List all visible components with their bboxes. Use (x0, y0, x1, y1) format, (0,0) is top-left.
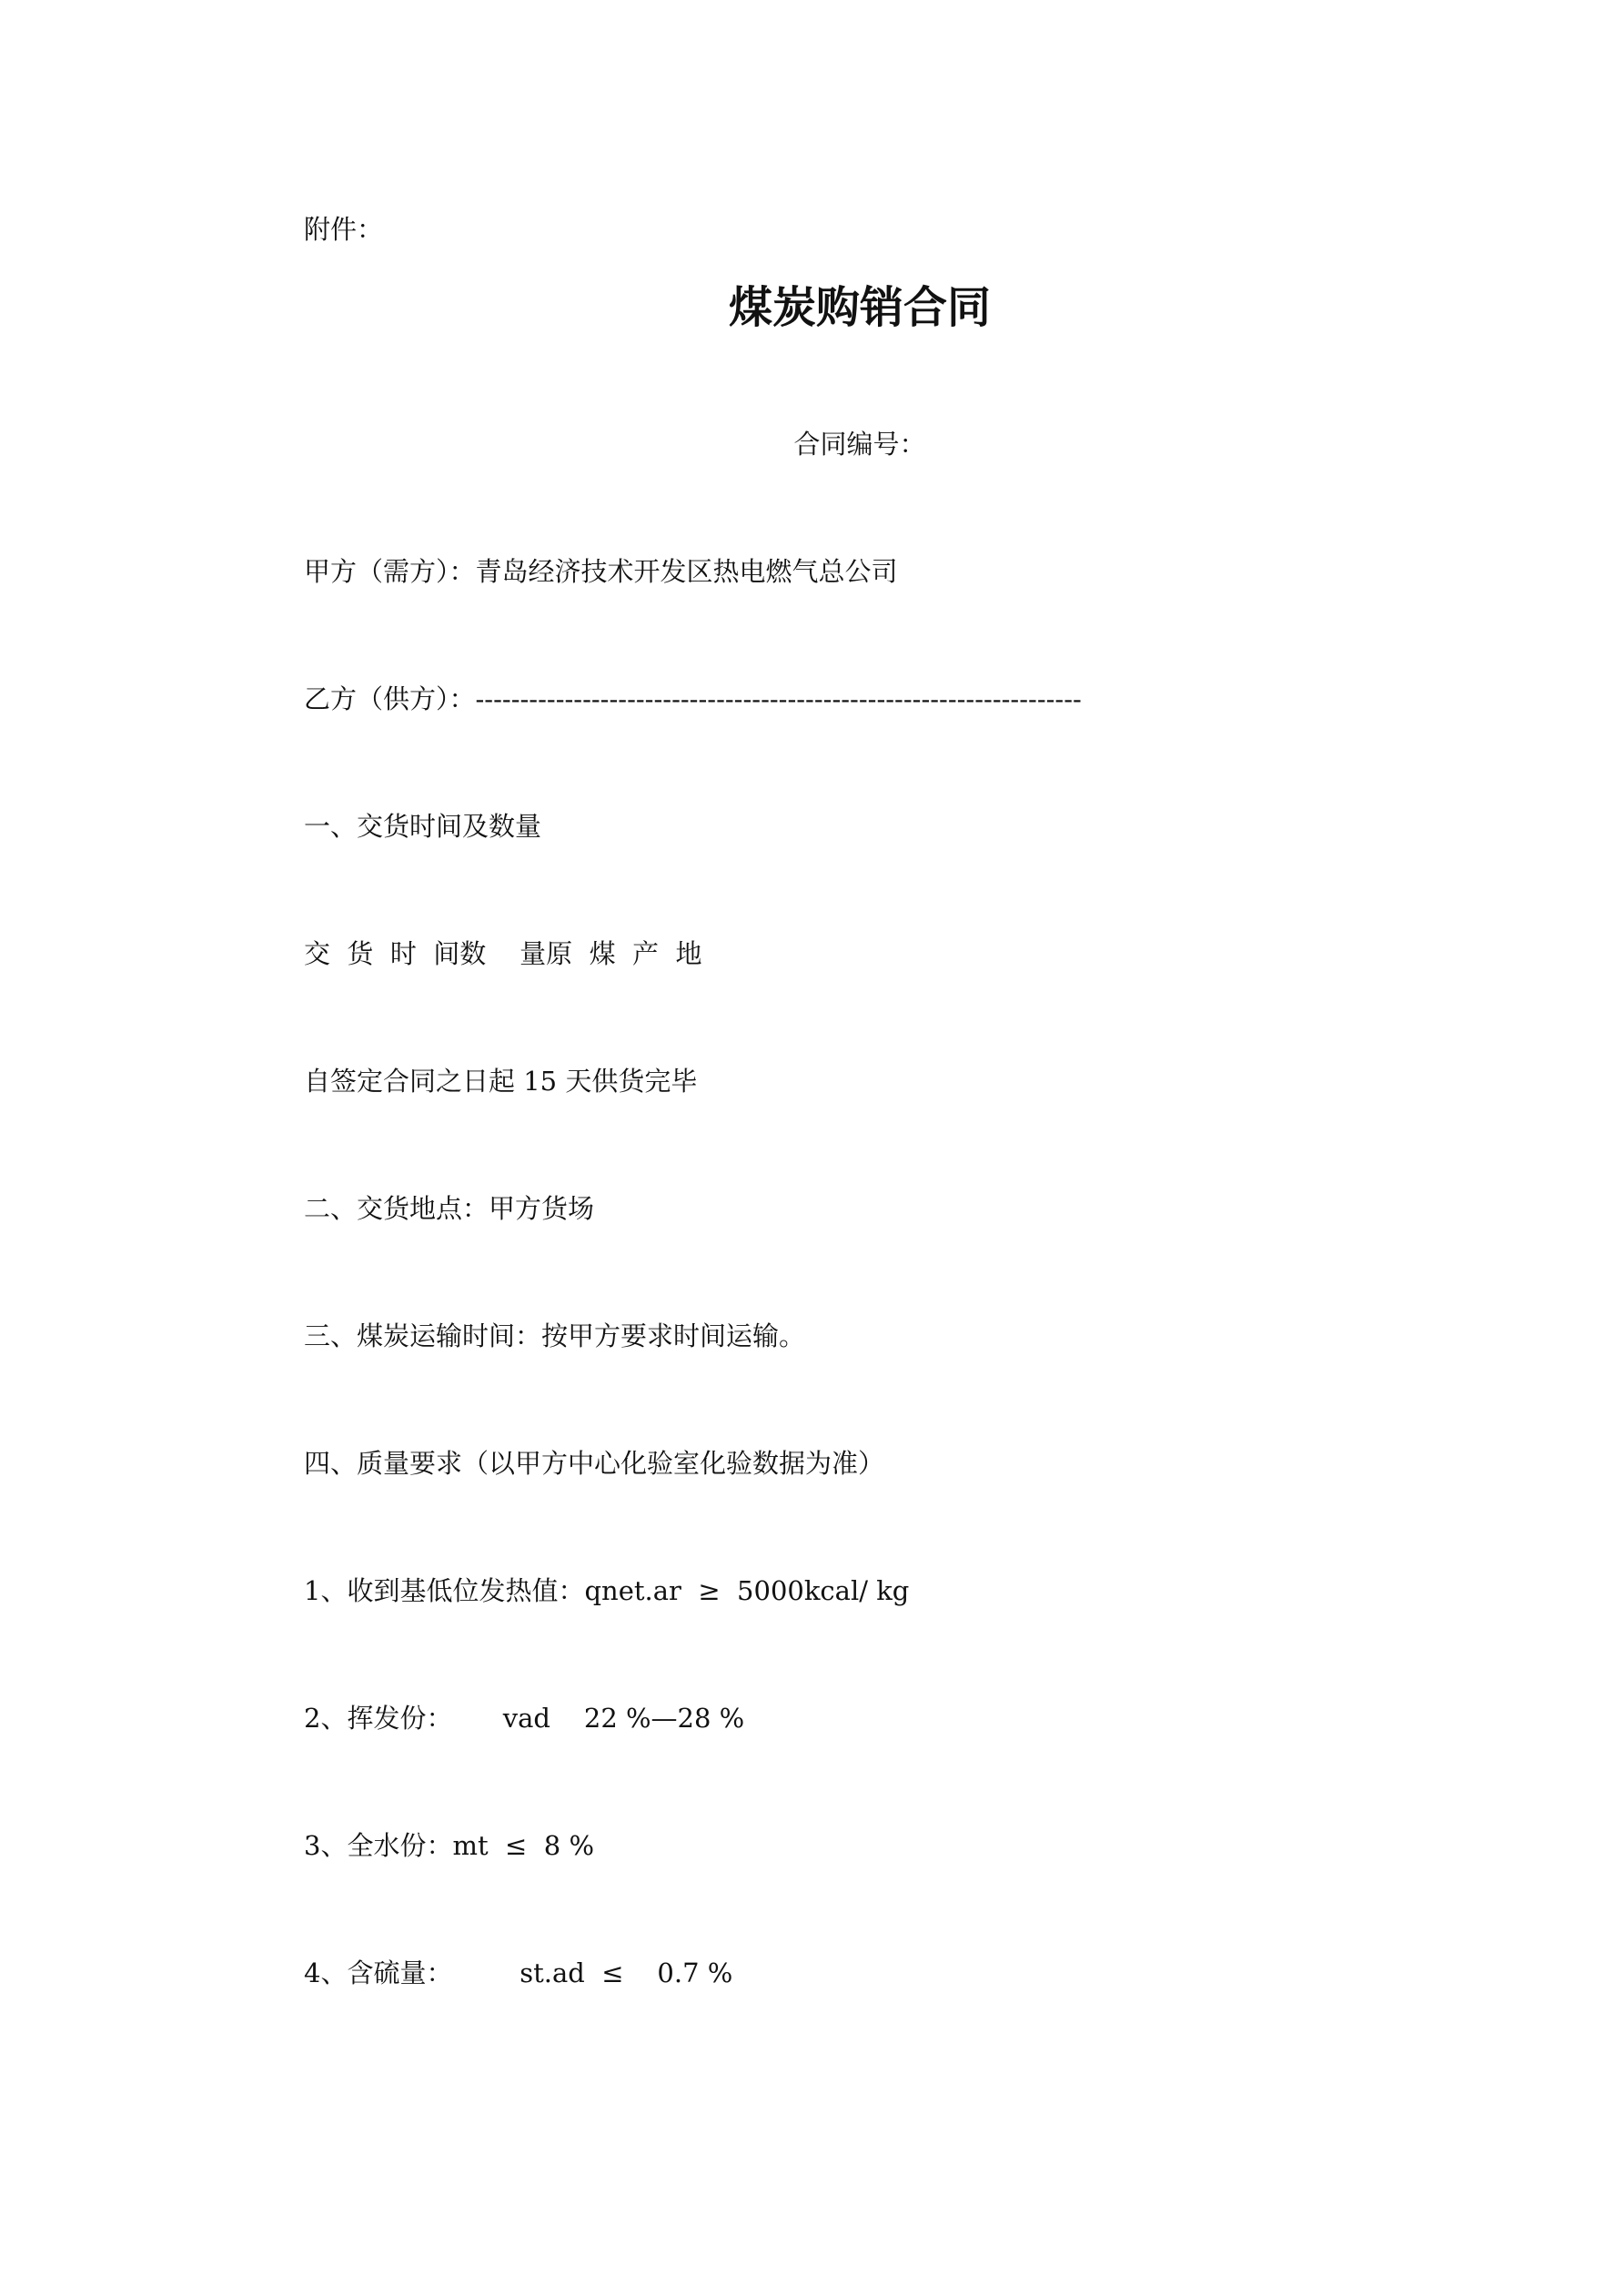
document-title: 煤炭购销合同 (728, 282, 991, 333)
party-a: 甲方（需方）：青岛经济技术开发区热电燃气总公司 (304, 556, 898, 587)
section3-transport-time: 三、煤炭运输时间：按甲方要求时间运输。 (304, 1320, 806, 1351)
section4-heading: 四、质量要求（以甲方中心化验室化验数据为准） (304, 1448, 885, 1479)
attachment-label: 附件： (304, 214, 384, 245)
contract-number-label: 合同编号： (793, 429, 926, 460)
section1-heading: 一、交货时间及数量 (304, 811, 542, 842)
quality-item-volatile: 2、挥发份： vad 22 %—28 % (304, 1703, 745, 1734)
section2-delivery-location: 二、交货地点：甲方货场 (304, 1193, 595, 1224)
section1-columns: 交 货 时 间数 量原 煤 产 地 (304, 938, 702, 969)
quality-item-calorific: 1、收到基低位发热值：qnet.ar ≥ 5000kcal/ kg (304, 1575, 910, 1606)
party-b: 乙方（供方）：-------------------------------------------------------------------- (304, 683, 1082, 714)
quality-item-sulfur: 4、含硫量： st.ad ≤ 0.7 % (304, 1957, 733, 1988)
quality-item-moisture: 3、全水份：mt ≤ 8 % (304, 1830, 595, 1861)
section1-delivery: 自签定合同之日起 15 天供货完毕 (304, 1066, 698, 1097)
